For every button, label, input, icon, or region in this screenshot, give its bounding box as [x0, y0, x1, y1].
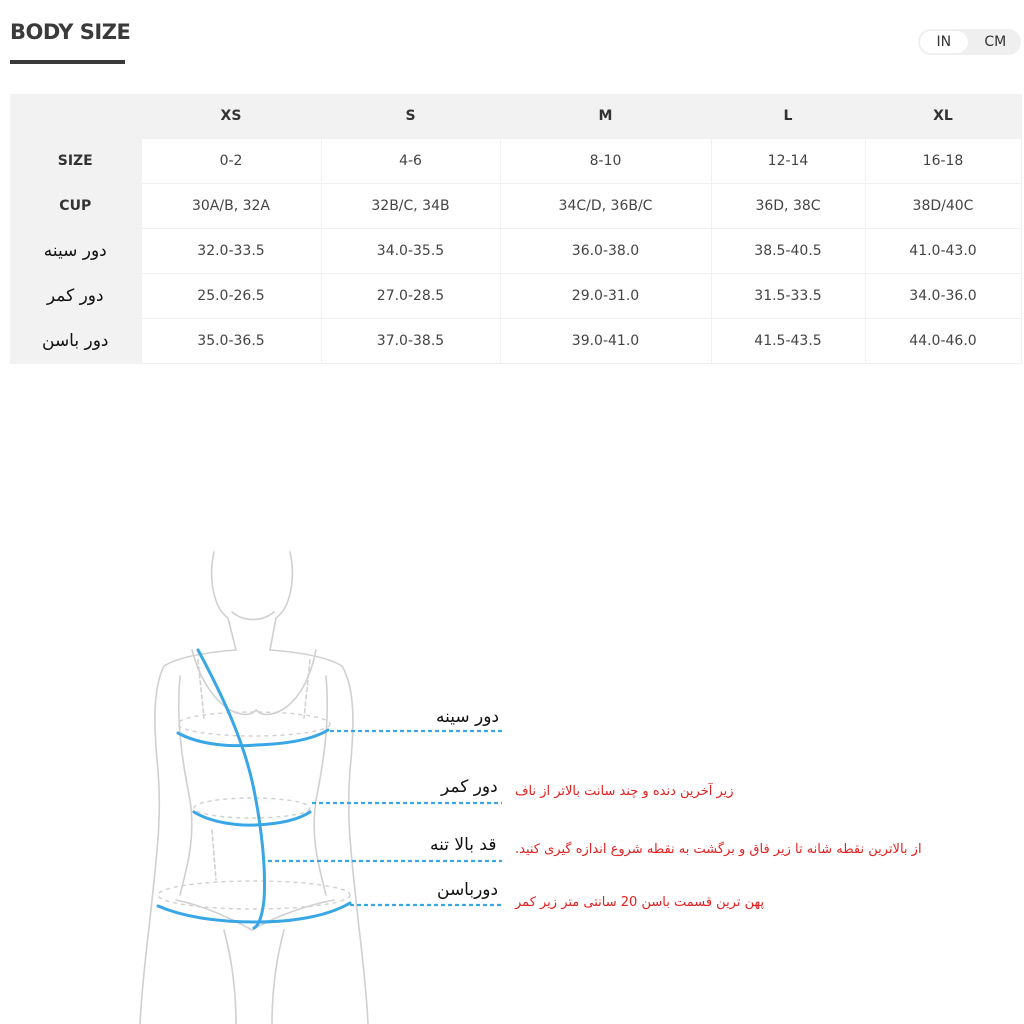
- back-measure-lines: [158, 712, 350, 909]
- table-cell: 39.0-41.0: [500, 319, 711, 364]
- left-strap-outline: [198, 660, 204, 718]
- table-cell: 36.0-38.0: [500, 229, 711, 274]
- table-cell: 12-14: [711, 139, 865, 184]
- table-cell: 16-18: [865, 139, 1021, 184]
- table-cell: 0-2: [141, 139, 321, 184]
- left-torso-outline: [179, 676, 192, 895]
- diagram-label-hip: دورباسن: [437, 880, 499, 900]
- column-header-xl: XL: [865, 94, 1021, 139]
- unit-option-cm[interactable]: CM: [984, 34, 1007, 50]
- table-cell: 30A/B, 32A: [141, 184, 321, 229]
- table-cell: 31.5-33.5: [711, 274, 865, 319]
- table-cell: 37.0-38.5: [321, 319, 500, 364]
- diagram-label-torso: قد بالا تنه: [430, 835, 497, 855]
- row-label-cup: CUP: [10, 184, 141, 229]
- table-cell: 38.5-40.5: [711, 229, 865, 274]
- hip-note: پهن ترین قسمت باسن 20 سانتی متر زیر کمر: [515, 895, 765, 910]
- table-cell: 34.0-35.5: [321, 229, 500, 274]
- table-cell: 32B/C, 34B: [321, 184, 500, 229]
- right-inner-leg-outline: [272, 930, 284, 1024]
- row-label-waist: دور کمر: [10, 274, 141, 319]
- diagram-label-bust: دور سینه: [436, 707, 500, 727]
- row-label-hip: دور باسن: [10, 319, 141, 364]
- table-cell: 8-10: [500, 139, 711, 184]
- table-cell: 34C/D, 36B/C: [500, 184, 711, 229]
- left-inner-leg-outline: [224, 930, 236, 1024]
- waist-measure-line: [194, 812, 310, 825]
- hip-measure-line: [158, 903, 350, 922]
- bust-outline: [192, 650, 316, 715]
- right-strap-outline: [304, 660, 310, 718]
- table-cell: 34.0-36.0: [865, 274, 1021, 319]
- table-cell: 36D, 38C: [711, 184, 865, 229]
- row-label-size: SIZE: [10, 139, 141, 184]
- table-cell: 29.0-31.0: [500, 274, 711, 319]
- torso-note: از بالاترین نقطه شانه تا زیر فاق و برگشت به نقطه شروع اندازه گیری کنید.: [515, 842, 922, 857]
- bust-back-line: [178, 712, 330, 736]
- diagram-label-waist: دور کمر: [441, 777, 498, 797]
- table-cell: 38D/40C: [865, 184, 1021, 229]
- right-arm-outline: [270, 650, 368, 1024]
- table-cell: 41.5-43.5: [711, 319, 865, 364]
- table-cell: 35.0-36.5: [141, 319, 321, 364]
- table-cell: 25.0-26.5: [141, 274, 321, 319]
- right-torso-outline: [314, 676, 327, 895]
- column-header-m: M: [500, 94, 711, 139]
- waist-back-line: [194, 798, 310, 818]
- table-cell: 44.0-46.0: [865, 319, 1021, 364]
- left-arm-outline: [140, 650, 236, 1024]
- column-header-l: L: [711, 94, 865, 139]
- waist-note: زیر آخرین دنده و چند سانت بالاتر از ناف: [515, 784, 734, 799]
- torso-measure-line: [198, 650, 265, 928]
- page-title: BODY SIZE: [10, 20, 131, 44]
- table-cell: 41.0-43.0: [865, 229, 1021, 274]
- table-cell: 27.0-28.5: [321, 274, 500, 319]
- table-cell: 32.0-33.5: [141, 229, 321, 274]
- neck-left-outline: [212, 552, 236, 650]
- side-dash-outline: [212, 830, 216, 880]
- column-header-s: S: [321, 94, 500, 139]
- table-cell: 4-6: [321, 139, 500, 184]
- hip-back-line: [158, 881, 350, 909]
- chin-outline: [232, 612, 274, 620]
- measurement-lines: [158, 650, 350, 928]
- row-label-bust: دور سینه: [10, 229, 141, 274]
- unit-option-in[interactable]: IN: [920, 31, 968, 53]
- column-header-xs: XS: [141, 94, 321, 139]
- leader-lines: [268, 731, 502, 905]
- neck-right-outline: [270, 552, 292, 650]
